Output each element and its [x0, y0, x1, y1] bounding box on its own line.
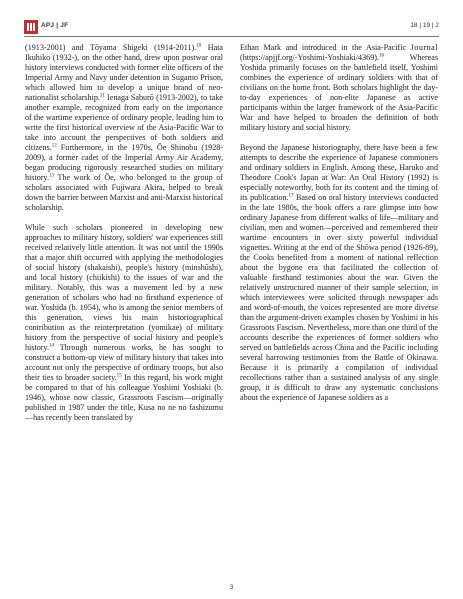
footnote-ref[interactable]: 16: [378, 53, 384, 59]
right-column: [240, 43, 438, 412]
apj-logo: [24, 20, 38, 34]
text: Ethan Mark and introduced in the Asia-Pacific: [240, 43, 411, 52]
text: The work of Ōe, who belonged to the group of scholars associated with Fujiwara Akira, helped to break down the barrier between Marxist and anti-Marxist historical scholarship.: [25, 173, 223, 212]
journal-word: Journal: [410, 43, 438, 52]
footnote-ref[interactable]: 10: [196, 43, 202, 49]
footnote-ref[interactable]: 13: [48, 173, 54, 179]
text: Whereas Yoshida primarily focuses on the battlefield itself, Yoshimi combines the experience of ordinary soldiers with that of civilians on the home front. Both scholars highlight the day-to-day experiences of non-elite Japanese as active participants within the larger framework of the Asia-Pacific War and have helped to broaden the definition of both military history and social history.: [240, 53, 438, 132]
text: Ienaga Saburō (1913-2002), to take another example, recognized from early on the importance of the wartime experience of ordinary people, leading him to write the first historical overview of the Asia-Pacific War to take into account the perspectives of both soldiers and citizens.: [25, 93, 223, 152]
left-column: [25, 43, 223, 432]
text: Hata Ikuhiko (1932-), on the other hand, drew upon postwar oral history interviews conducted with former elite officers of the Imperial Army and Navy under detention in Sugamo Prison, which allowed him to develop a unique brand of neo-nationalist scholarship.: [25, 43, 223, 102]
text: Through numerous works, he has sought to construct a bottom-up view of military history that takes into account not only the perspective of ordinary troops, but also their ties to broader society.: [25, 342, 223, 382]
text: In this regard, his work might be compared to that of his colleague Yoshimi Yoshiaki (b. 1946), whose now classic, Grassroots Fascism—originally published in 1987 under the title, Kusa no ne no fashizumu—has recently been translated by: [25, 372, 223, 422]
text: Beyond the Japanese historiography, there have been a few attempts to describe the experience of Japanese commoners and ordinary soldiers in English. Among these, Haruko and Theodore Cook's Japan at War: An Oral History (1992) is especially noteworthy, both for its content and the timing of its publication.: [240, 142, 438, 202]
text: (1913-2001) and Tōyama Shigeki (1914-2011).: [25, 43, 197, 52]
paragraph: [240, 143, 438, 403]
footnote-ref[interactable]: 15: [116, 372, 122, 378]
link-text[interactable]: (https://apjjf.org/-Yoshimi-Yoshiaki/4369).: [240, 53, 379, 62]
text: Furthermore, in the 1970s, Ōe Shinobu (1928-2009), a former cadet of the Imperial Army Air Academy, began producing rigorously researched studies on military history.: [25, 143, 223, 182]
footnote-ref[interactable]: 14: [48, 342, 54, 348]
journal-label: APJ | JF: [41, 22, 69, 29]
footnote-ref[interactable]: 11: [99, 93, 105, 99]
footnote-ref[interactable]: 12: [51, 143, 57, 149]
page-number: 3: [229, 584, 234, 591]
text: Based on oral history interviews conducted in the late 1980s, the book offers a rare glimpse into how ordinary Japanese from different walks of life—military and civilian, men and women—perceived and remembered their wartime encounters in over sixty powerful individual vignettes. Writing at the end of the Shōwa period (1926-89), the Cooks benefited from a moment of national reflection about the bygone era that facilitated the collection of valuable firsthand testimonies about the war. Given the relatively unstructured manner of their sample selection, in which interviewees were solicited through newspaper ads and word-of-mouth, the voices represented are more diverse than the argument-driven examples chosen by Yoshimi in his Grassroots Fascism. Nevertheless, more than one third of the accounts describe the experiences of former soldiers who served on battlefields across China and the Pacific including several harrowing testimonies from the Battle of Okinawa. Because it is primarily a compilation of individual recollections rather than a sustained analysis of any single group, it is difficult to draw any systematic conclusions about the experience of Japanese soldiers as a: [240, 192, 438, 402]
paragraph: [240, 43, 438, 133]
header-rule: [24, 36, 439, 37]
footnote-ref[interactable]: 17: [288, 192, 294, 198]
paragraph: [25, 223, 223, 423]
issue-label: 18 | 19 | 2: [410, 22, 439, 29]
text: While such scholars pioneered in developing new approaches to military history, soldiers' war experiences still received relatively little attention. It was not until the 1990s that a major shift occurred with applying the methodologies of social history (shakaishi), people's history (minshūshi), and local history (chiikishi) to the issues of war and the military. Notably, this was a movement led by a new generation of scholars who had no firsthand experience of war. Yoshida (b. 1954), who is among the senior members of this generation, views his main historiographical contribution as the reinterpretation (yomikae) of military history from the perspective of social history and people's history.: [25, 222, 223, 352]
paragraph: [25, 43, 223, 213]
